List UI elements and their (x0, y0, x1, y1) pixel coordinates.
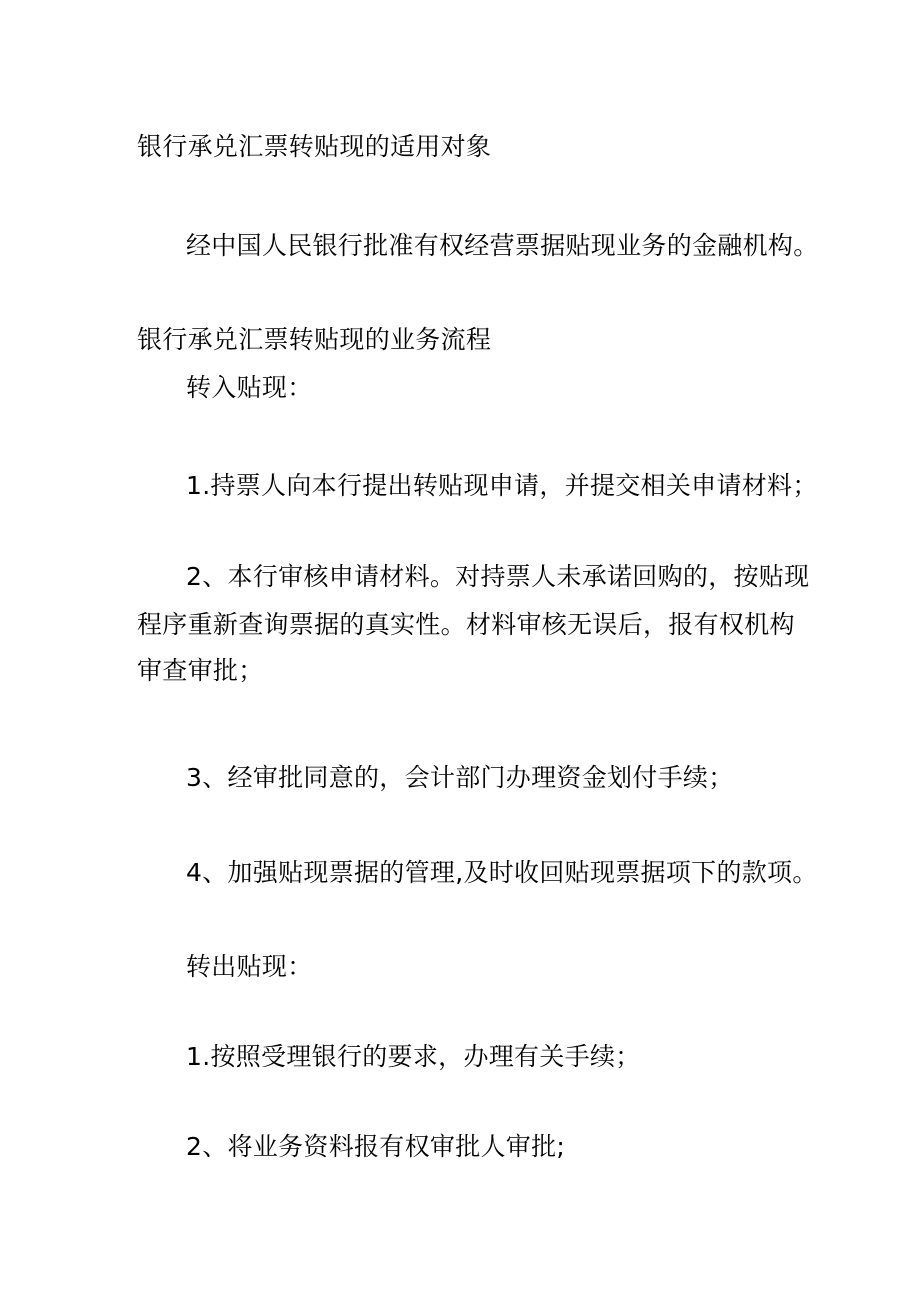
out-discount-title: 转出贴现： (186, 952, 313, 981)
heading-scope: 银行承兑汇票转贴现的适用对象 (137, 132, 492, 161)
in-discount-step-2-line-2: 程序重新查询票据的真实性。材料审核无误后，报有权机构 (137, 610, 795, 639)
in-discount-step-2-line-1: 2、本行审核申请材料。对持票人未承诺回购的，按贴现 (186, 562, 810, 591)
scope-paragraph: 经中国人民银行批准有权经营票据贴现业务的金融机构。 (186, 231, 819, 260)
in-discount-step-3: 3、经审批同意的，会计部门办理资金划付手续； (186, 763, 734, 792)
heading-process: 银行承兑汇票转贴现的业务流程 (137, 325, 492, 354)
in-discount-step-2-line-3: 审查审批； (137, 656, 264, 685)
in-discount-step-1: 1.持票人向本行提出转贴现申请，并提交相关申请材料； (186, 471, 818, 500)
in-discount-title: 转入贴现： (186, 373, 313, 402)
in-discount-step-4: 4、加强贴现票据的管理,及时收回贴现票据项下的款项。 (186, 858, 818, 887)
out-discount-step-1: 1.按照受理银行的要求，办理有关手续； (186, 1042, 641, 1071)
out-discount-step-2: 2、将业务资料报有权审批人审批; (186, 1132, 566, 1161)
